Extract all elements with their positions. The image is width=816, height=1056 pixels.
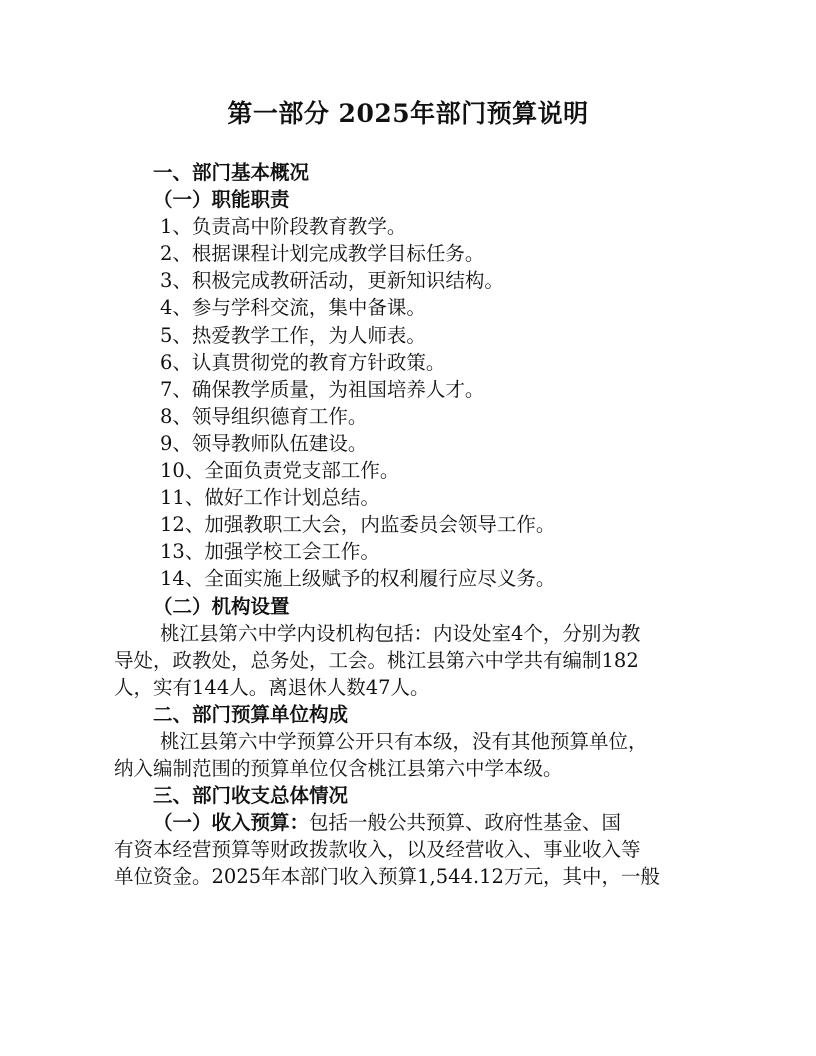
document-body bbox=[114, 159, 704, 891]
income-budget-label: （一）收入预算： bbox=[153, 811, 310, 835]
paragraph-line bbox=[114, 809, 704, 836]
page-title: 第一部分 2025年部门预算说明 bbox=[227, 99, 589, 128]
sub-heading-functions: （一）职能职责 bbox=[153, 188, 290, 212]
list-item: 7、确保教学质量，为祖国培养人才。 bbox=[160, 377, 485, 401]
list-item: 14、全面实施上级赋予的权利履行应尽义务。 bbox=[160, 567, 556, 591]
paragraph-line: 单位资金。2025年本部门收入预算1,544.12万元，其中，一般 bbox=[114, 865, 660, 889]
list-item: 12、加强教职工大会，内监委员会领导工作。 bbox=[160, 513, 556, 537]
paragraph-line: 人，实有144人。离退休人数47人。 bbox=[114, 675, 430, 699]
list-item: 8、领导组织德育工作。 bbox=[160, 404, 368, 428]
list-item: 2、根据课程计划完成教学目标任务。 bbox=[160, 242, 485, 266]
section-heading-budget-units: 二、部门预算单位构成 bbox=[153, 702, 349, 726]
list-item: 1、负责高中阶段教育教学。 bbox=[160, 215, 407, 239]
list-item: 10、全面负责党支部工作。 bbox=[160, 459, 400, 483]
list-item: 9、领导教师队伍建设。 bbox=[160, 431, 368, 455]
list-item: 4、参与学科交流，集中备课。 bbox=[160, 296, 426, 320]
sub-heading-organization: （二）机构设置 bbox=[153, 594, 290, 618]
list-item: 3、积极完成教研活动，更新知识结构。 bbox=[160, 269, 504, 293]
paragraph-line: 桃江县第六中学预算公开只有本级，没有其他预算单位， bbox=[160, 729, 648, 753]
list-item: 6、认真贯彻党的教育方针政策。 bbox=[160, 350, 446, 374]
paragraph-line: 纳入编制范围的预算单位仅含桃江县第六中学本级。 bbox=[114, 757, 563, 781]
section-heading-revenue-expenditure: 三、部门收支总体情况 bbox=[153, 784, 349, 808]
list-item: 5、热爱教学工作，为人师表。 bbox=[160, 323, 426, 347]
section-heading-basic-overview: 一、部门基本概况 bbox=[153, 161, 310, 184]
paragraph-line: 导处，政教处，总务处，工会。桃江县第六中学共有编制182 bbox=[114, 648, 639, 672]
paragraph-line: 有资本经营预算等财政拨款收入，以及经营收入、事业收入等 bbox=[114, 838, 641, 862]
list-item: 11、做好工作计划总结。 bbox=[160, 486, 380, 510]
list-item: 13、加强学校工会工作。 bbox=[160, 540, 380, 564]
income-budget-text: 包括一般公共预算、政府性基金、国 bbox=[309, 811, 622, 835]
paragraph-line: 桃江县第六中学内设机构包括：内设处室4个，分别为教 bbox=[160, 621, 641, 645]
